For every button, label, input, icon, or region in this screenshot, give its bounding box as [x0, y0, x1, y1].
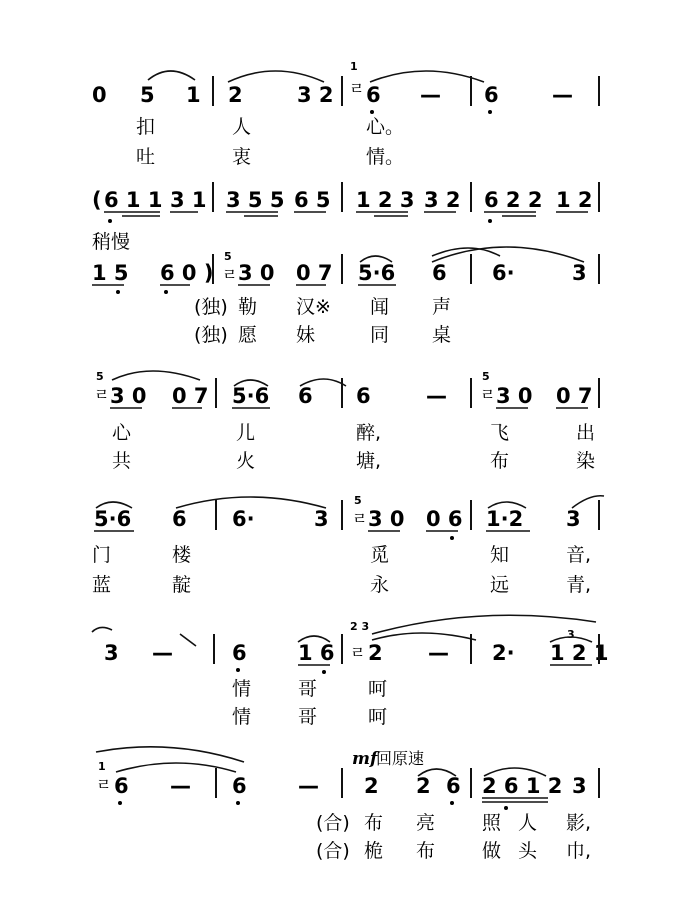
dash: — [428, 641, 449, 665]
note-group: 5·6 [94, 507, 132, 531]
lyric: 共 [112, 450, 132, 472]
low-dot [116, 290, 120, 294]
lyric: 汉※ [296, 296, 331, 318]
note: 6 [232, 774, 247, 798]
grace-mark: 1 [350, 60, 358, 73]
lyric: 醉, [356, 422, 382, 444]
lyric: 扣 [136, 116, 156, 138]
lyric: 青, [566, 574, 592, 596]
note: 2 [416, 774, 431, 798]
lyric: 呵 [368, 706, 388, 728]
grace-symbol: ㄹ [349, 79, 365, 98]
note: 3 [572, 774, 587, 798]
lyric: 蓝 [92, 574, 112, 596]
slur [370, 71, 484, 82]
note: 6 [172, 507, 187, 531]
lyric: 桅 [364, 840, 384, 862]
grace-mark: 2 3 [350, 620, 370, 633]
lyric: 呵 [368, 678, 388, 700]
slur [96, 747, 244, 762]
lyric: 出 [576, 422, 596, 444]
note-group: 3 2 [424, 188, 461, 212]
lyric: 知 [490, 544, 510, 566]
note-group: 0 6 [426, 507, 463, 531]
grace-mark: 5 [482, 370, 490, 383]
dash: — [298, 774, 319, 798]
system-6 [92, 615, 608, 728]
lyric: 布 [416, 840, 436, 862]
grace-symbol: ㄹ [96, 775, 112, 794]
note-group: 1 2 [556, 188, 593, 212]
note-group: 6 2 2 [484, 188, 543, 212]
note: 6· [492, 261, 515, 285]
note: 6 [356, 384, 371, 408]
note-group: 6 1 1 [104, 188, 163, 212]
note-group: 3 1 [170, 188, 207, 212]
lyric: 情 [232, 678, 252, 700]
low-dot [164, 290, 168, 294]
note: 6· [232, 507, 255, 531]
lyric: 音, [566, 544, 592, 566]
diminuendo-stroke [180, 634, 196, 646]
note-group: 3 0 [368, 507, 405, 531]
grace-symbol: ㄹ [94, 385, 110, 404]
system-7 [96, 747, 599, 862]
lyric: 衷 [232, 146, 252, 168]
note: 6 [484, 83, 499, 107]
note-group: 2 6 1 2 [482, 774, 563, 798]
note-group: 0 7 [556, 384, 593, 408]
dynamic-marking: mf [352, 749, 378, 769]
lyric: 塘, [356, 450, 382, 472]
dash: — [152, 641, 173, 665]
lyric: 楼 [172, 544, 192, 566]
lyric: 永 [370, 574, 390, 596]
lyric: 儿 [236, 422, 256, 444]
lyric: 桌 [432, 324, 452, 346]
lyric: 人 [232, 116, 252, 138]
note: 2· [492, 641, 515, 665]
dash: — [426, 384, 447, 408]
lyric: 吐 [136, 146, 156, 168]
lyric: 远 [490, 574, 510, 596]
slur [148, 71, 195, 80]
low-dot [488, 110, 492, 114]
lyric: 哥 [298, 706, 318, 728]
lyric: 情 [232, 706, 252, 728]
note: 5 [140, 83, 155, 107]
lyric: 飞 [490, 422, 510, 444]
note: 6 [114, 774, 129, 798]
note-group: 3 0 [110, 384, 147, 408]
note: 6 [232, 641, 247, 665]
lyric: 哥 [298, 678, 318, 700]
dash: — [552, 83, 573, 107]
note-group: 3 0 [496, 384, 533, 408]
slur [372, 615, 596, 634]
note-group: 1 2 1 [550, 641, 609, 665]
dash: — [420, 83, 441, 107]
note: 3 [572, 261, 587, 285]
note: 3 [566, 507, 581, 531]
note-group: 5·6 [358, 261, 396, 285]
note-group: 6 0 ) [160, 261, 214, 285]
grace-symbol: ㄹ [352, 509, 368, 528]
system-4 [94, 370, 599, 472]
note: 2 [228, 83, 243, 107]
lyric: 亮 [416, 812, 436, 834]
lyric: 声 [432, 296, 452, 318]
note-group: 0 7 [172, 384, 209, 408]
lyric: 同 [370, 324, 390, 346]
note-group: 3 0 [238, 261, 275, 285]
grace-symbol: ㄹ [222, 265, 238, 284]
note-group: 1 2 3 [356, 188, 415, 212]
lyric: 心。 [366, 116, 405, 138]
tempo-marking: 稍慢 [92, 231, 131, 253]
note: 2 [364, 774, 379, 798]
lyric: 染 [576, 450, 596, 472]
lyric: (合) [316, 840, 350, 862]
note-group: 3 5 5 [226, 188, 285, 212]
low-dot [450, 801, 454, 805]
lyric: (独) [194, 296, 228, 318]
note: 1 [186, 83, 201, 107]
slur [112, 371, 200, 380]
low-dot [450, 536, 454, 540]
note-group: 1 6 [298, 641, 335, 665]
note: 6 [446, 774, 461, 798]
note-group: 5·6 [232, 384, 270, 408]
note: 2 [368, 641, 383, 665]
low-dot [118, 801, 122, 805]
low-dot [488, 219, 492, 223]
note: 3 [104, 641, 119, 665]
note-group: 0 7 [296, 261, 333, 285]
grace-symbol: ㄹ [480, 385, 496, 404]
grace-mark: 5 [224, 250, 232, 263]
slur [228, 71, 324, 82]
lyric: 情。 [366, 146, 405, 168]
lyric: 门 [92, 544, 112, 566]
lyric: 靛 [172, 574, 192, 596]
lyric: 勒 [238, 296, 258, 318]
grace-symbol: ㄹ [350, 643, 366, 662]
lyric: 头 [518, 840, 538, 862]
lyric: (独) [194, 324, 228, 346]
note: 6 [432, 261, 447, 285]
note: 6 [366, 83, 381, 107]
grace-mark: 1 [98, 760, 106, 773]
note: 3 [314, 507, 329, 531]
lyric: (合) [316, 812, 350, 834]
note-group: 1 5 [92, 261, 129, 285]
tempo-marking: 回原速 [376, 749, 425, 768]
grace-mark: 5 [354, 494, 362, 507]
lyric: 做 [482, 840, 502, 862]
low-dot [108, 219, 112, 223]
lyric: 照 [482, 812, 502, 834]
paren: ( [92, 188, 102, 212]
low-dot [370, 110, 374, 114]
triplet-mark: 3 [567, 628, 575, 641]
low-dot [322, 670, 326, 674]
lyric: 闻 [370, 296, 390, 318]
note: 3 2 [297, 83, 334, 107]
note-group: 6 5 [294, 188, 331, 212]
dash: — [170, 774, 191, 798]
lyric: 巾, [566, 840, 592, 862]
lyric: 影, [566, 812, 592, 834]
slur [372, 633, 476, 640]
lyric: 布 [490, 450, 510, 472]
note: 6 [298, 384, 313, 408]
slur [116, 763, 236, 772]
lyric: 妹 [296, 324, 316, 346]
grace-mark: 5 [96, 370, 104, 383]
note-group: 1·2 [486, 507, 524, 531]
system-5 [92, 494, 604, 596]
lyric: 觅 [370, 544, 390, 566]
lyric: 人 [518, 812, 538, 834]
system-2 [92, 182, 599, 223]
system-1 [92, 60, 599, 168]
system-3 [92, 231, 599, 346]
lyric: 布 [364, 812, 384, 834]
slur [92, 627, 112, 632]
low-dot [236, 801, 240, 805]
lyric: 火 [236, 450, 256, 472]
low-dot [504, 806, 508, 810]
low-dot [236, 668, 240, 672]
note: 0 [92, 83, 107, 107]
lyric: 心 [112, 422, 132, 444]
lyric: 愿 [238, 324, 258, 346]
